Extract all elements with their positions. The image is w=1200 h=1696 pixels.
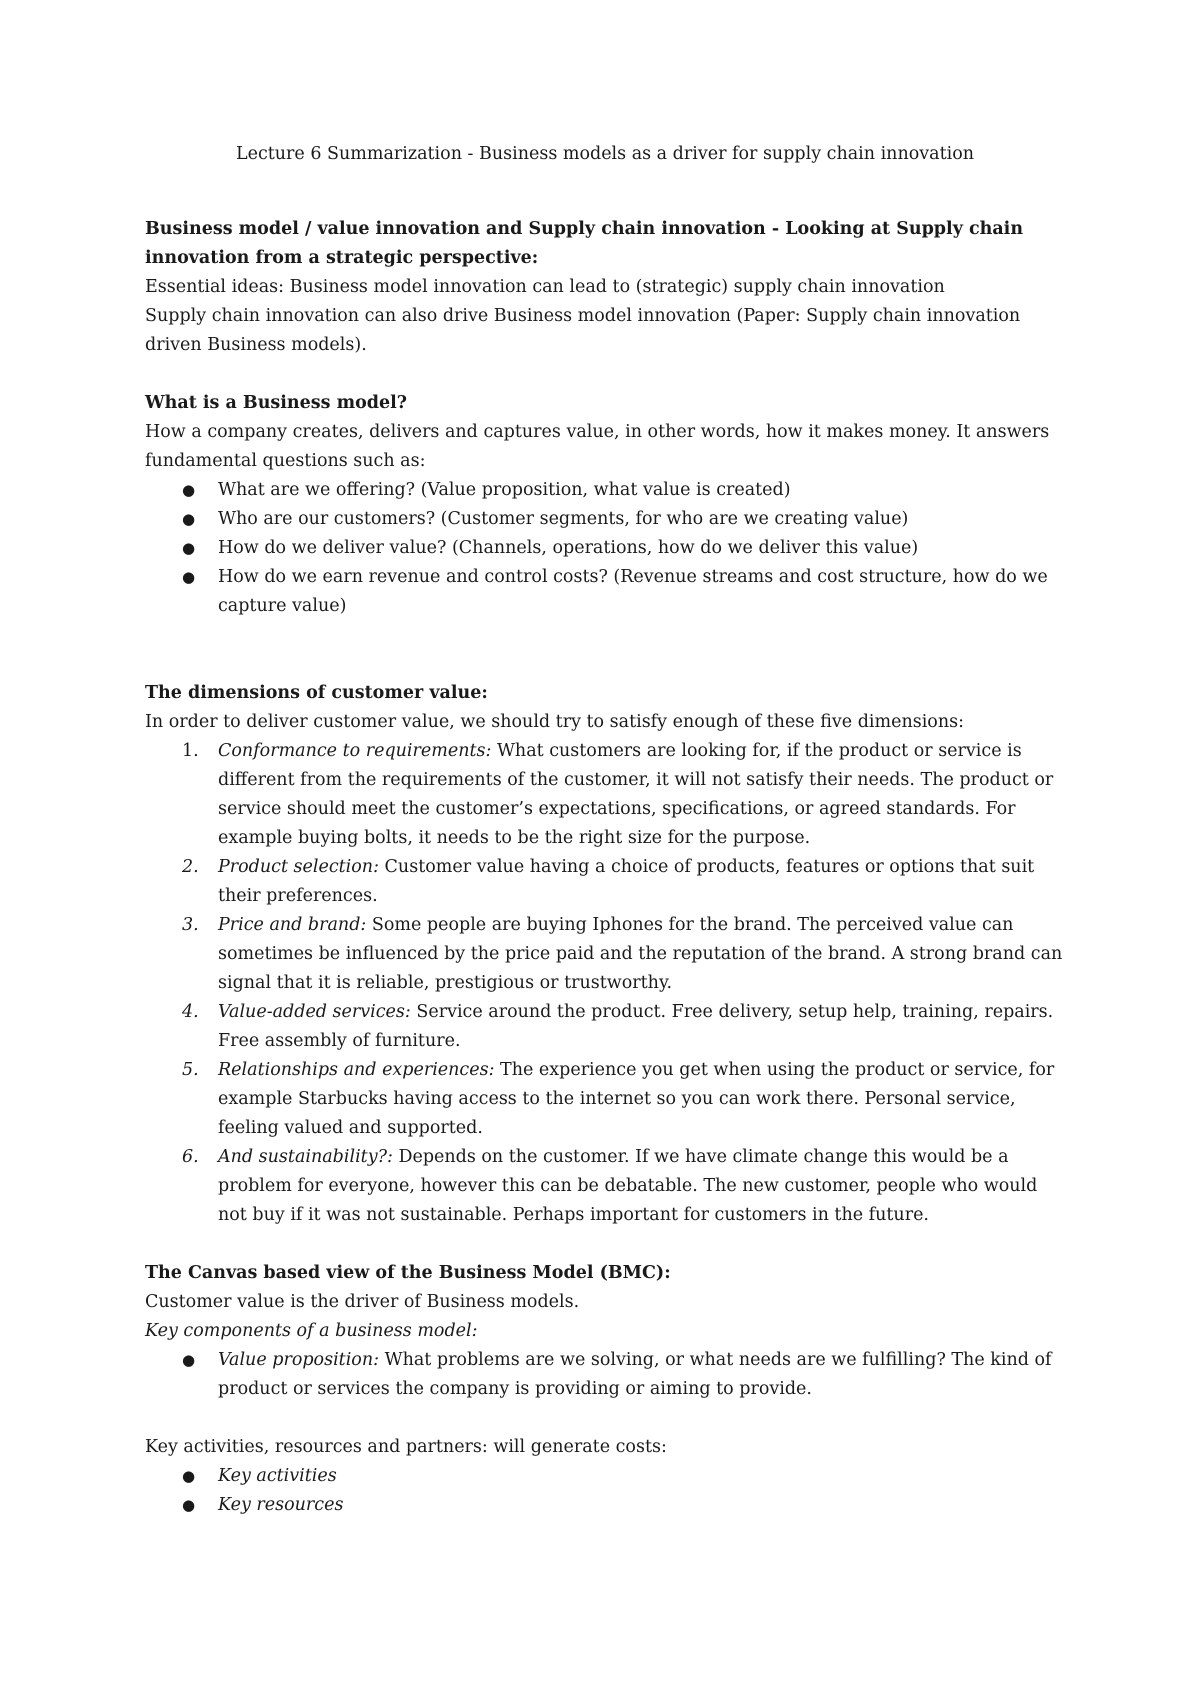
paragraph: Customer value is the driver of Business models. [145,1292,580,1312]
list-item [182,534,1065,563]
paragraph-line: Essential ideas: Business model innovation can lead to (strategic) supply chain innovation [145,277,945,297]
list-item-text: Key activities [218,1466,337,1486]
list-number: 2. [182,857,199,877]
bullet-list [145,1462,1065,1520]
list-item-text: Who are our customers? (Customer segments, for who are we creating value) [218,509,909,529]
list-item-term: Conformance to requirements: [218,741,492,761]
list-item-text: Key resources [218,1495,344,1515]
section-heading: Business model / value innovation and Supply chain innovation - Looking at Supply chain innovation from a strategic perspective: [145,219,1024,268]
list-item-term: And sustainability?: [218,1147,393,1167]
bullet-list [145,476,1065,621]
list-item [182,1143,1065,1230]
section-heading: The Canvas based view of the Business Model (BMC): [145,1263,671,1283]
list-item-term: Value-added services: [218,1002,411,1022]
paragraph: How a company creates, delivers and captures value, in other words, how it makes money. It answers fundamental questions such as: [145,422,1050,471]
bullet-icon: ● [182,510,196,528]
paragraph: In order to deliver customer value, we should try to satisfy enough of these five dimensions: [145,712,964,732]
list-item-text: What customers are looking for, if the product or service is different from the requirements of the customer, it will not satisfy their needs. The product or service should meet the customer’s expectations, specifications, or agreed standards. For example buying bolts, it needs to be the right size for the purpose. [218,741,1054,848]
list-number: 5. [182,1060,199,1080]
section-customer-value [145,679,1065,1230]
section-heading: What is a Business model? [145,393,408,413]
list-item-text: Service around the product. Free delivery, setup help, training, repairs. Free assembly of furniture. [218,1002,1054,1051]
bullet-icon: ● [182,1351,196,1369]
list-item-term: Value proposition: [218,1350,380,1370]
list-item-text: Depends on the customer. If we have climate change this would be a problem for everyone, however this can be debatable. The new customer, people who would not buy if it was not sustainable. Perhaps important for customers in the future. [218,1147,1038,1225]
list-item [182,998,1065,1056]
list-item [182,1056,1065,1143]
list-item-text: How do we deliver value? (Channels, operations, how do we deliver this value) [218,538,919,558]
bullet-icon: ● [182,1496,196,1514]
subheading: Key components of a business model: [145,1321,478,1341]
section-what-is-bm [145,389,1065,621]
list-item-term: Product selection: [218,857,379,877]
list-item [182,1346,1065,1404]
list-item [182,737,1065,853]
list-item-text: Customer value having a choice of products, features or options that suit their preferences. [218,857,1035,906]
bullet-icon: ● [182,568,196,586]
list-item-text: How do we earn revenue and control costs? (Revenue streams and cost structure, how do we capture value) [218,567,1048,616]
section-bmc [145,1259,1065,1404]
list-number: 4. [182,1002,199,1022]
list-item [182,505,1065,534]
list-number: 6. [182,1147,199,1167]
bullet-icon: ● [182,481,196,499]
numbered-list [145,737,1065,1230]
document-title: Lecture 6 Summarization - Business models as a driver for supply chain innovation [235,144,975,164]
section-bm-innovation [145,215,1065,360]
list-item-term: Relationships and experiences: [218,1060,495,1080]
list-item [182,1491,1065,1520]
list-item [182,1462,1065,1491]
bullet-list [145,1346,1065,1404]
list-item-text: The experience you get when using the product or service, for example Starbucks having access to the internet so you can work there. Personal service, feeling valued and supported. [218,1060,1055,1138]
paragraph: Key activities, resources and partners: will generate costs: [145,1437,667,1457]
paragraph-line: Supply chain innovation can also drive Business model innovation (Paper: Supply chain innovation driven Business models). [145,306,1021,355]
document-page [145,140,1065,1520]
section-heading: The dimensions of customer value: [145,683,488,703]
section-key-activities [145,1433,1065,1520]
bullet-icon: ● [182,539,196,557]
list-number: 1. [182,741,199,761]
list-item [182,911,1065,998]
list-item [182,563,1065,621]
list-item [182,853,1065,911]
list-item-text: Some people are buying Iphones for the brand. The perceived value can sometimes be influenced by the price paid and the reputation of the brand. A strong brand can signal that it is reliable, prestigious or trustworthy. [218,915,1063,993]
bullet-icon: ● [182,1467,196,1485]
list-item [182,476,1065,505]
list-item-term: Price and brand: [218,915,367,935]
list-item-text: What are we offering? (Value proposition, what value is created) [218,480,791,500]
list-number: 3. [182,915,199,935]
list-item-text: What problems are we solving, or what needs are we fulfilling? The kind of product or services the company is providing or aiming to provide. [218,1350,1052,1399]
